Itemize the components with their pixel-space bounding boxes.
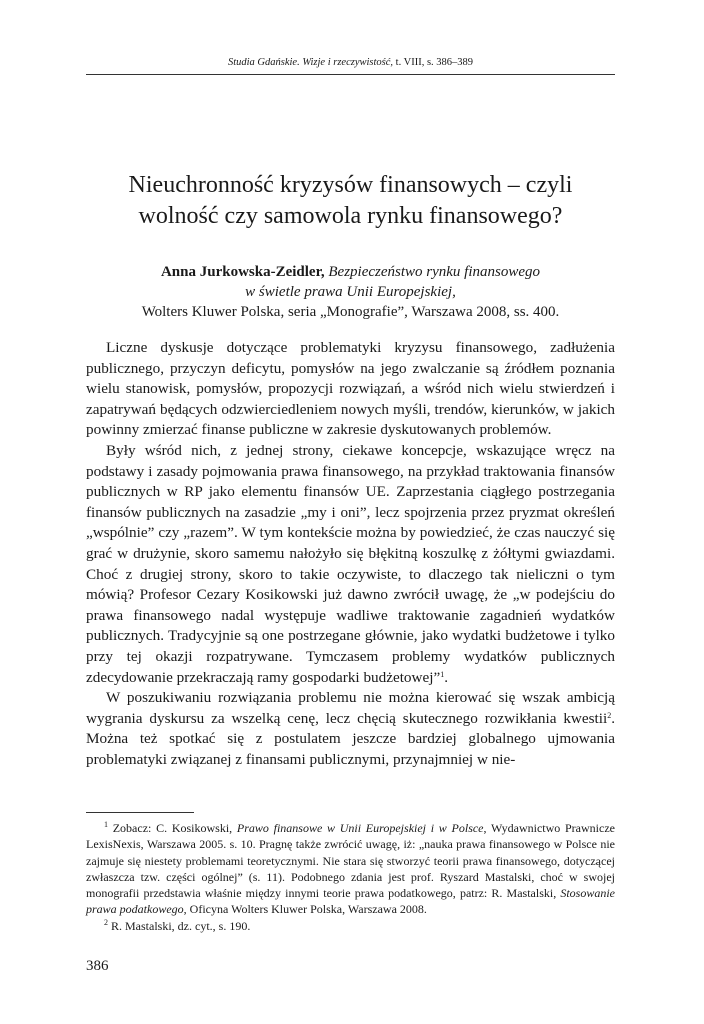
- journal-name: Studia Gdańskie. Wizje i rzeczywistość,: [227, 57, 394, 68]
- footnote-1-cited-title-2: Stosowanie prawa podatkowego: [86, 886, 615, 917]
- book-title-part-2: w świetle prawa Unii Europejskiej,: [245, 284, 456, 300]
- book-title-part-1: Bezpieczeństwo rynku finansowego: [328, 264, 541, 280]
- footnote-ref-2[interactable]: 2: [607, 710, 612, 720]
- book-publisher: Wolters Kluwer Polska, seria „Monografie”, Warszawa 2008, ss. 400.: [141, 304, 560, 320]
- book-author: Anna Jurkowska-Zeidler,: [160, 264, 325, 280]
- title-line-2: wolność czy samowola rynku finansowego?: [138, 203, 563, 229]
- paragraph-3: [86, 688, 615, 770]
- paragraph-1: Liczne dyskusje dotyczące problematyki kryzysu finansowego, zadłużenia publicznego, przyczyn deficytu, pomysłów na jego zwalczanie są źródłem poznania wielu stanowisk, pomysłów, propozycji rozwiązań, a wśród nich wielu stwierdzeń i zapatrywań będących odzwierciedleniem nowych myśli, trendów, kierunków, w jakich powinny zmierzać finanse publiczne w zakresie dyskutowanych problemów.: [86, 339, 615, 439]
- footnote-rule: [86, 812, 194, 813]
- header-rule: [86, 74, 615, 75]
- article-title: [86, 170, 615, 232]
- body-text: [86, 338, 615, 770]
- paragraph-2-end: .: [444, 668, 448, 686]
- footnotes: [86, 820, 615, 934]
- footnote-ref-1[interactable]: 1: [440, 669, 445, 679]
- title-line-1: Nieuchronność kryzysów finansowych – czyli: [128, 172, 573, 198]
- footnote-1-text-a: Zobacz: C. Kosikowski,: [108, 821, 237, 835]
- footnote-1-text-c: , Oficyna Wolters Kluwer Polska, Warszawa 2008.: [183, 902, 427, 917]
- running-header: [86, 56, 615, 70]
- paragraph-2-text: Były wśród nich, z jednej strony, ciekawe koncepcje, wskazujące wręcz na podstawy i zasady pojmowania prawa finansowego, na przykład traktowania finansów publicznych w RP jako elementu finansów UE. Zaprzestania ciągłego postrzegania finansów publicznych na zasadzie „my i oni”, lecz spojrzenia przez pryzmat określeń „wspólnie” czy „razem”. W tym kontekście można by powiedzieć, że czas nauczyć się grać w drużynie, skoro samemu nałożyło się błękitną koszulkę z żółtymi gwiazdami. Choć z drugiej strony, skoro to takie oczywiste, to dlaczego tak nieliczni o tym mówią? Profesor Cezary Kosikowski już dawno zwrócił uwagę, że „w podejściu do prawa finansowego nadal występuje wadliwe traktowanie zagadnień wydatków publicznych. Tradycyjnie są one postrzegane głównie, jako wydatki budżetowe i tylko przy tej okazji rozpatrywane. Tymczasem problemy wydatków publicznych zdecydowanie przekraczają ramy gospodarki budżetowej”: [86, 441, 615, 686]
- footnote-1-number: 1: [104, 820, 108, 829]
- footnote-1: [86, 820, 615, 918]
- footnote-2-number: 2: [104, 917, 108, 927]
- footnote-1-text-b: , Wydawnictwo Prawnicze LexisNexis, Warszawa 2005. s. 10. Pragnę także zwrócić uwagę, iż: „nauka prawa finansowego w Polsce nie zajmuje się niestety problemami teoretycznymi. Nie stara się stworzyć teorii prawa finansowego, dotyczącej zwłaszcza tzw. części ogólnej” (s. 11). Podobnego zdania jest prof. Ryszard Mastalski, choć w swojej monografii przedstawia właśnie między innymi teorie prawa podatkowego, patrz: R. Mastalski,: [86, 821, 615, 901]
- volume-pages: t. VIII, s. 386–389: [395, 57, 474, 68]
- paragraph-2: [86, 441, 615, 688]
- review-citation: [86, 262, 615, 322]
- paragraph-3-text-b: . Można też spotkać się z postulatem jeszcze bardziej globalnego ujmowania problematyki związanej z finansami publicznymi, przynajmniej w nie-: [86, 709, 615, 768]
- footnote-1-cited-title: Prawo finansowe w Unii Europejskiej i w Polsce: [236, 821, 484, 835]
- page-number: 386: [86, 958, 109, 974]
- paragraph-3-text-a: W poszukiwaniu rozwiązania problemu nie można kierować się wszak ambicją wygrania dyskursu za wszelką cenę, lecz chęcią skutecznego rozwikłania kwestii: [86, 689, 615, 727]
- footnote-2: [86, 918, 615, 934]
- footnote-2-text: R. Mastalski, dz. cyt., s. 190.: [108, 918, 251, 933]
